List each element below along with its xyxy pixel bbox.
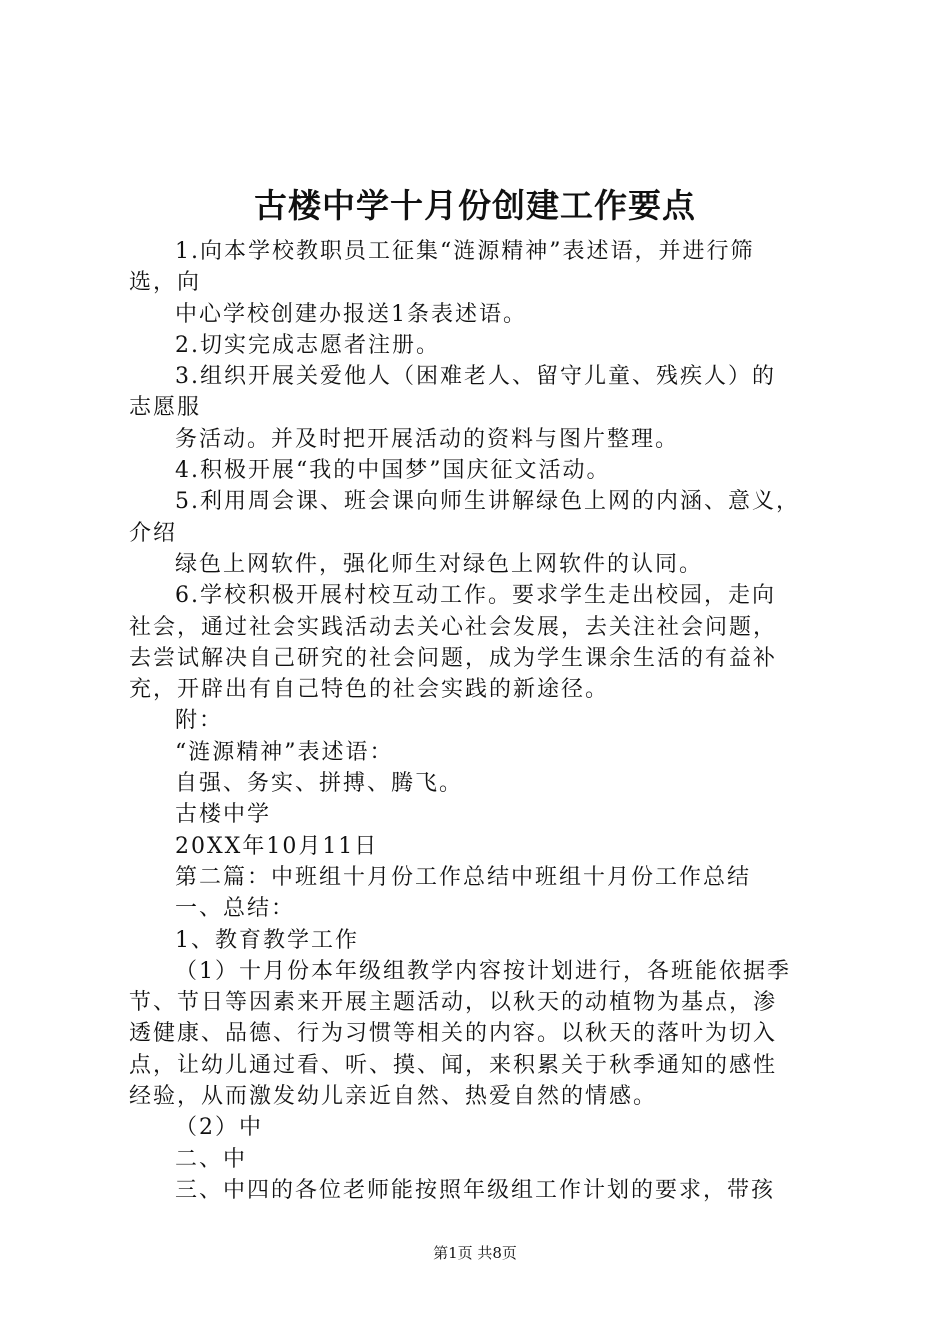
paragraph-line: “涟源精神”表述语： — [175, 739, 394, 765]
paragraph-line: 第二篇：中班组十月份工作总结中班组十月份工作总结 — [175, 864, 752, 890]
paragraph-line: （1）十月份本年级组教学内容按计划进行，各班能依据季 — [175, 958, 791, 984]
paragraph-line: 充，开辟出有自己特色的社会实践的新途径。 — [129, 677, 610, 703]
paragraph-line: 志愿服 — [129, 395, 202, 421]
paragraph-line: 去尝试解决自己研究的社会问题，成为学生课余生活的有益补 — [129, 645, 778, 671]
document-body — [129, 236, 839, 1206]
paragraph-line: 务活动。并及时把开展活动的资料与图片整理。 — [175, 426, 680, 452]
paragraph-line: 1、教育教学工作 — [175, 927, 359, 953]
paragraph-line: 20XX年10月11日 — [175, 833, 379, 859]
paragraph-line: 3.组织开展关爱他人（困难老人、留守儿童、残疾人）的 — [175, 364, 776, 390]
paragraph-line: 6.学校积极开展村校互动工作。要求学生走出校园，走向 — [175, 583, 776, 609]
paragraph-line: 透健康、品德、行为习惯等相关的内容。以秋天的落叶为切入 — [129, 1021, 778, 1047]
paragraph-line: 1.向本学校教职员工征集“涟源精神”表述语，并进行筛 — [175, 239, 755, 264]
paragraph-line: 绿色上网软件，强化师生对绿色上网软件的认同。 — [175, 551, 704, 577]
document-title: 古楼中学十月份创建工作要点 — [254, 186, 696, 225]
paragraph-line: 附： — [175, 708, 224, 734]
paragraph-line: 自强、务实、拼搏、腾飞。 — [175, 771, 464, 797]
paragraph-line: 介绍 — [129, 520, 178, 546]
paragraph-line: 点，让幼儿通过看、听、摸、闻，来积累关于秋季通知的感性 — [129, 1052, 778, 1078]
paragraph-line: 2.切实完成志愿者注册。 — [175, 332, 440, 358]
paragraph-line: 中心学校创建办报送1条表述语。 — [175, 301, 527, 327]
paragraph-line: 三、中四的各位老师能按照年级组工作计划的要求，带孩 — [175, 1177, 776, 1203]
paragraph-line: 5.利用周会课、班会课向师生讲解绿色上网的内涵、意义， — [175, 489, 800, 515]
paragraph-line: 节、节日等因素来开展主题活动，以秋天的动植物为基点，渗 — [129, 990, 778, 1016]
paragraph-line: 4.积极开展“我的中国梦”国庆征文活动。 — [175, 458, 611, 484]
paragraph-line: 经验，从而激发幼儿亲近自然、热爱自然的情感。 — [129, 1084, 658, 1110]
paragraph-line: 社会，通过社会实践活动去关心社会发展，去关注社会问题， — [129, 614, 778, 640]
paragraph-line: 选，向 — [129, 270, 202, 296]
paragraph-line: （2）中 — [175, 1115, 263, 1141]
page-number: 第1页 共8页 — [433, 1244, 517, 1262]
paragraph-line: 古楼中学 — [175, 802, 272, 828]
paragraph-line: 二、中 — [175, 1146, 248, 1172]
paragraph-line: 一、总结： — [175, 896, 296, 922]
